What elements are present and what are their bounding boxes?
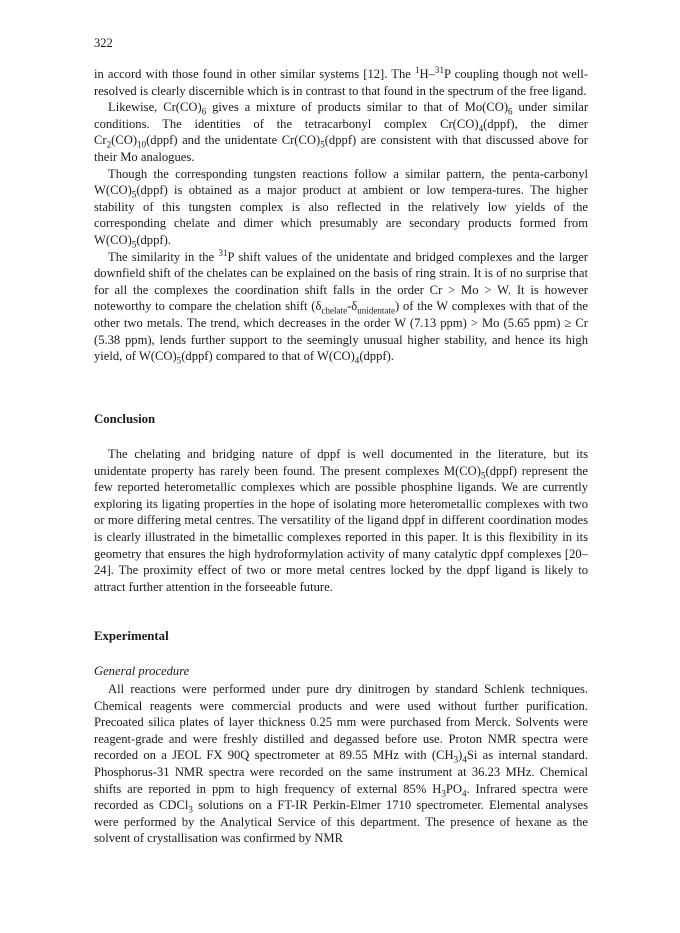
conclusion-section [94, 446, 588, 595]
paragraph-tungsten: Though the corresponding tungsten reactions follow a similar pattern, the penta-carbonyl $W(CO)_5(dppf)$ is obtained as a major product at ambient or low tempera-tures. The higher stability of this tungsten complex is also reflected in the relatively low yields of the corresponding chelate and dimer which presumably are secondary products formed from $W(CO)_5(dppf)$. [94, 166, 588, 250]
discussion-section [94, 66, 588, 365]
paragraph-shift: The similarity in the $^{31}$P shift values of the unidentate and bridged complexes and the larger downfield shift of the chelates can be explained on the basis of ring strain. It is of no surprise that for all the complexes the coordination shift falls in the order Cr > Mo > W. It is however noteworthy to compare the chelation shift $(\delta_{chelate}-\delta_{unidentate})$ of the W complexes with that of the other two metals. The trend, which decreases in the order W (7.13 ppm) > Mo (5.65 ppm) ≥ Cr (5.38 ppm), lends further support to the seemingly unusual higher stability, and hence its high yield, of $W(CO)_5(dppf)$ compared to that of $W(CO)_4(dppf)$. [94, 247, 588, 366]
conclusion-heading: Conclusion [94, 412, 156, 426]
paragraph-chromium: Likewise, $Cr(CO)_6$ gives a mixture of products similar to that of $Mo(CO)_6$ under similar conditions. The identities of the tetracarbonyl complex $Cr(CO)_4(dppf)$, the dimer $Cr_2(CO)_{10}(dppf)$ and the unidentate $Cr(CO)_5(dppf)$ are consistent with that discussed above for their Mo analogues. [94, 100, 589, 164]
paragraph-procedure: All reactions were performed under pure dry dinitrogen by standard Schlenk techniques. Chemical reagents were commercial products and were used without further purification. Precoated silica plates of layer thickness 0.25 mm were purchased from Merck. Solvents were reagent-grade and were freshly distilled and degassed before use. Proton NMR spectra were recorded on a JEOL FX 90Q spectrometer at 89.55 MHz with $(CH_3)_4Si$ as internal standard. Phosphorus-31 NMR spectra were recorded on the same instrument at 36.23 MHz. Chemical shifts are reported in ppm to high frequency of external 85% $H_3PO_4$. Infrared spectra were recorded as CDCl$_3$ solutions on a FT-IR Perkin-Elmer 1710 spectrometer. Elemental analyses were performed by the Analytical Service of this department. The presence of hexane as the solvent of crystallisation was confirmed by NMR [94, 682, 588, 846]
page-number: 322 [94, 36, 113, 50]
experimental-section [94, 681, 588, 847]
paragraph-conclusion: The chelating and bridging nature of dppf is well documented in the literature, but its unidentate property has rarely been found. The present complexes $M(CO)_5(dppf)$ represent the few reported heterometallic complexes which are possible phosphine ligands. We are currently exploring its ligating properties in the hope of isolating more heterometallic complexes with two or more differing metal centres. The versatility of the ligand dppf in different coordination modes is clearly illustrated in the bimetallic complexes reported in this paper. It is this flexibility in its geometry that ensures the high hydroformylation activity of many catalytic dppf complexes [20–24]. The proximity effect of two or more metal centres locked by the dppf ligand is likely to attract further attention in the forseeable future. [94, 447, 589, 594]
paragraph-coupling: in accord with those found in other similar systems [12]. The $^1$H–$^{31}$P coupling though not well-resolved is clearly discernible which is in contrast to that found in the spectrum of the free ligand. [94, 64, 589, 98]
experimental-heading: Experimental [94, 629, 169, 643]
general-procedure-subheading: General procedure [94, 664, 190, 678]
